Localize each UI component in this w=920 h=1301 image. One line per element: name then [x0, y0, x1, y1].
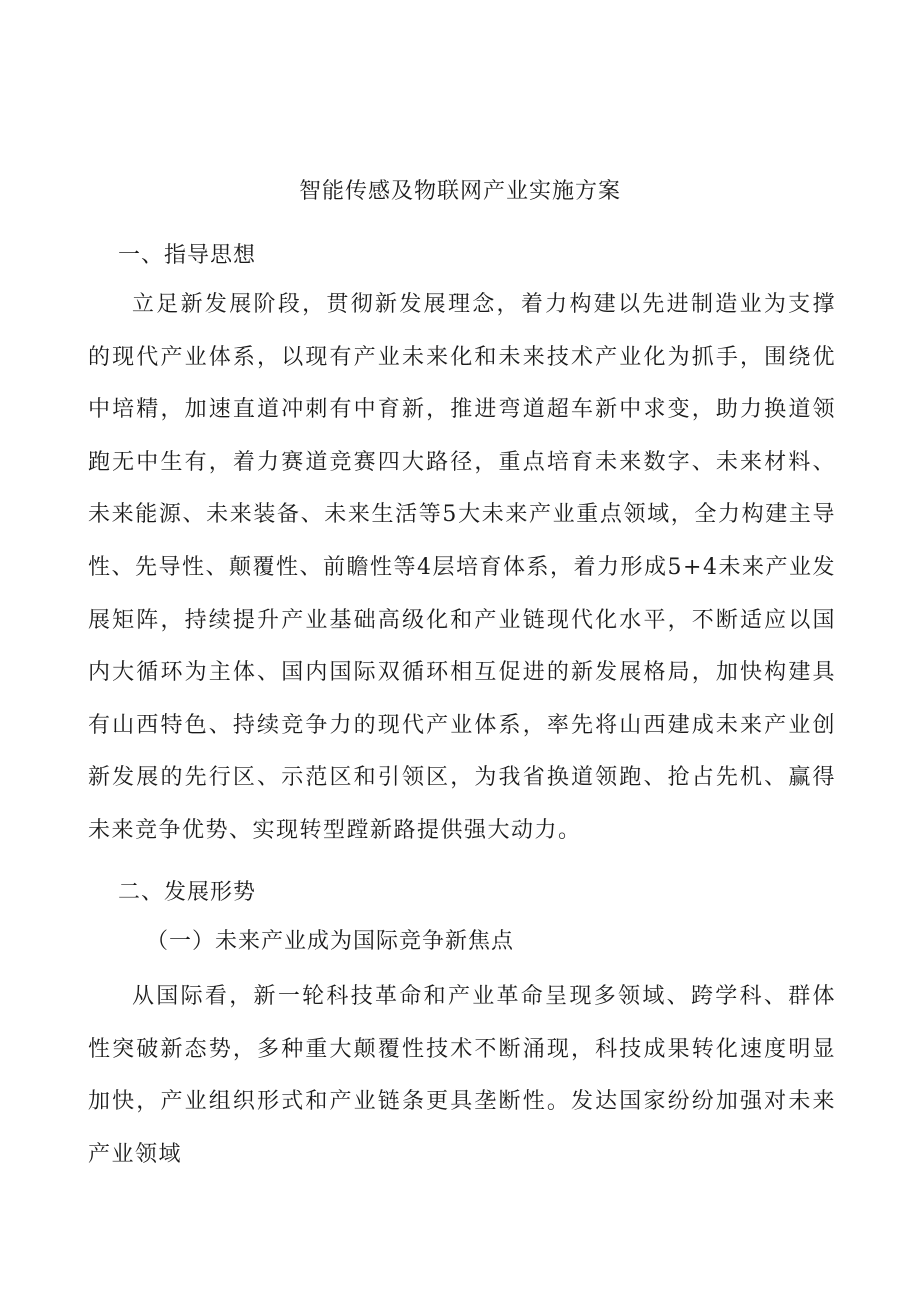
document-title: 智能传感及物联网产业实施方案	[298, 179, 621, 204]
paragraph-guiding-ideology: 立足新发展阶段，贯彻新发展理念，着力构建以先进制造业为支撑的现代产业体系，以现有产业未来化和未来技术产业化为抓手，围绕优中培精，加速直道冲刺有中育新，推进弯道超车新中求变，助力换道领跑无中生有，着力赛道竞赛四大路径，重点培育未来数字、未来材料、未来能源、未来装备、未来生活等5大未来产业重点领域，全力构建主导性、先导性、颠覆性、前瞻性等4层培育体系，着力形成5+4未来产业发展矩阵，持续提升产业基础高级化和产业链现代化水平，不断适应以国内大循环为主体、国内国际双循环相互促进的新发展格局，加快构建具有山西特色、持续竞争力的现代产业体系，率先将山西建成未来产业创新发展的先行区、示范区和引领区，为我省换道领跑、抢占先机、赢得未来竞争优势、实现转型蹚新路提供强大动力。	[88, 292, 836, 843]
section-heading-development-situation: 二、发展形势	[118, 880, 257, 905]
paragraph-international-situation: 从国际看，新一轮科技革命和产业革命呈现多领域、跨学科、群体性突破新态势，多种重大颠覆性技术不断涌现，科技成果转化速度明显加快，产业组织形式和产业链条更具垄断性。发达国家纷纷加强对未来产业领域	[88, 984, 836, 1167]
subheading-future-industry-focus: （一）未来产业成为国际竞争新焦点	[146, 929, 515, 954]
section-heading-guiding-ideology: 一、指导思想	[118, 243, 257, 268]
